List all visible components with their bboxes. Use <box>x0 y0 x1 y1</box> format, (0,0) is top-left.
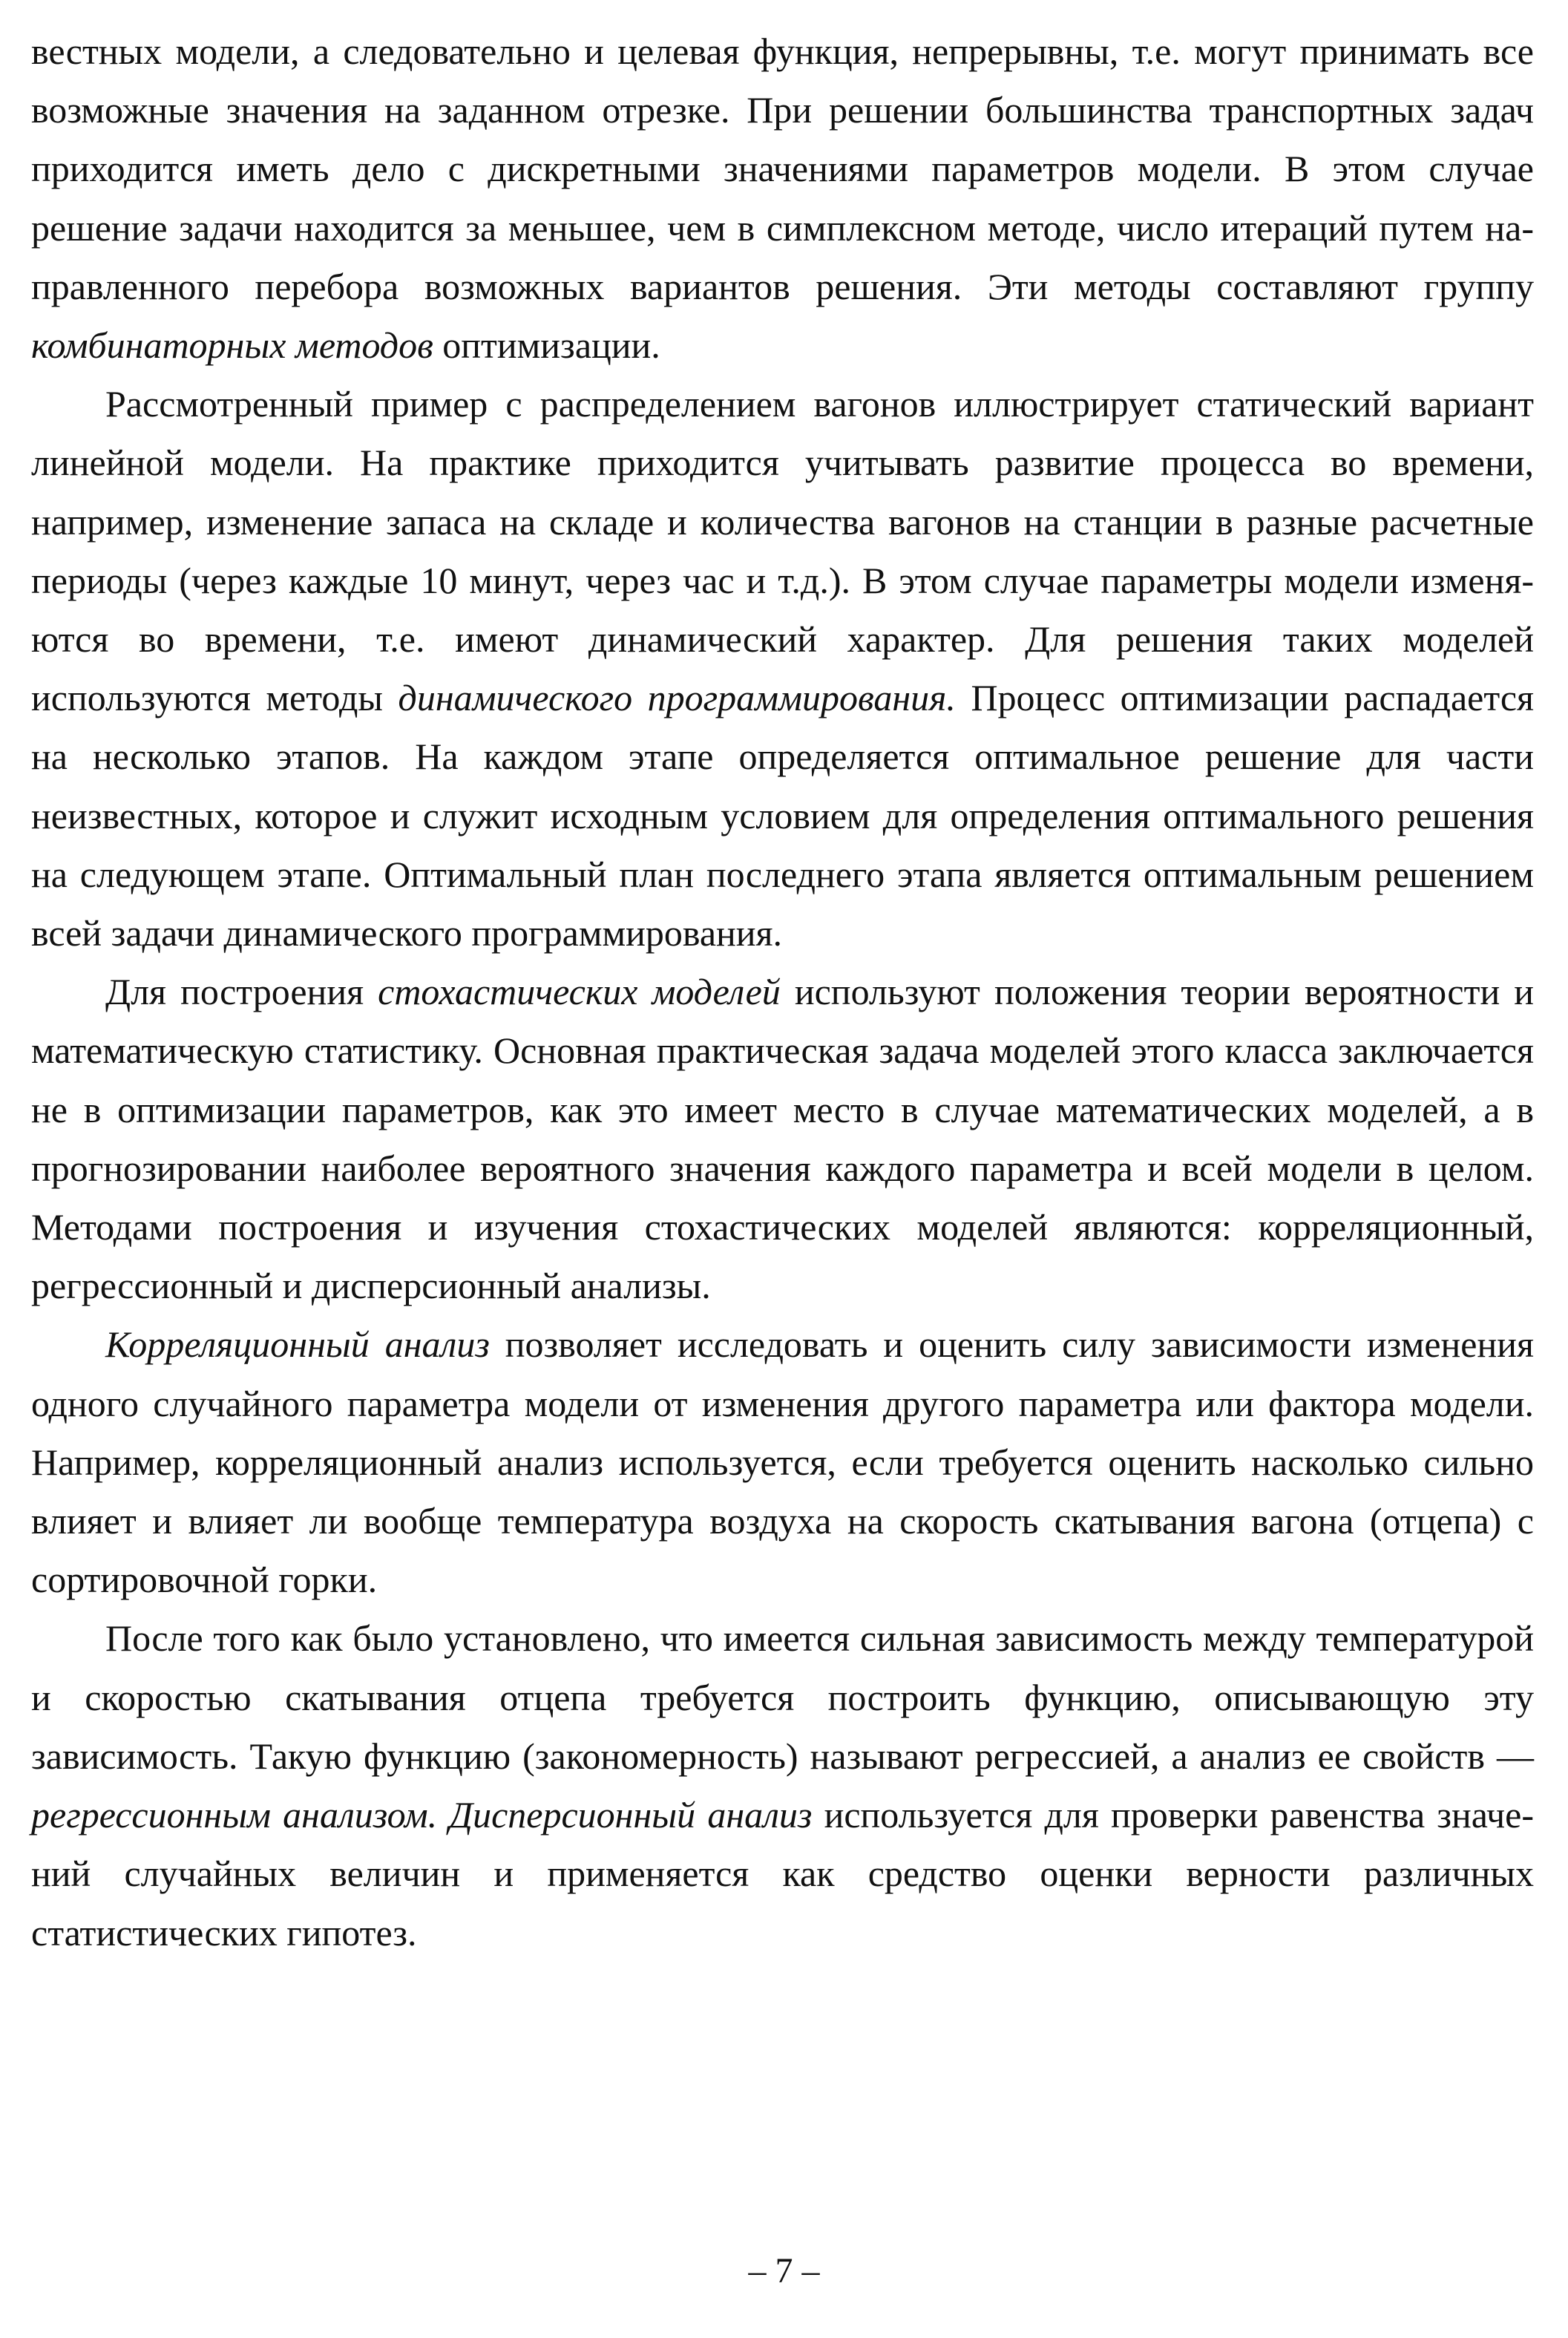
text-run: После того как было установлено, что имеется сильная зависимость между температурой и скоростью скатывания отцепа требуется построить функцию, описывающую эту зависимость. Такую функцию (закономерность) называют регрессией, а анализ ее свойств — <box>31 1617 1534 1777</box>
paragraph <box>31 22 1534 375</box>
text-run: Для построения <box>105 971 378 1013</box>
italic-term: стохастических моделей <box>378 971 781 1013</box>
text-run: Рассмотренный пример с распределением вагонов иллюстрирует статический вариант линейной модели. На практике приходится учитывать развитие процесса во времени, например, изменение запаса на складе и количества вагонов на станции в разные расчетные периоды (через каждые 10 минут, через час и т.д.). В этом случае параметры модели изменяются во времени, т.е. имеют динамический характер. Для решения таких моделей используются методы <box>31 383 1534 719</box>
text-run: используют положения теории вероятности и математическую статистику. Основная практическая задача моделей этого класса заключается не в оптимизации параметров, как это имеет место в случае математических моделей, а в прогнозировании наиболее вероятного значения каждого параметра и всей модели в целом. Методами построения и изучения стохастических моделей являются: корреляционный, регрессионный и дисперсионный анализы. <box>31 971 1534 1307</box>
italic-term: динамического программирования. <box>398 677 956 719</box>
text-run: используется для проверки равенства значений случайных величин и применяется как средство оценки верности различных статистических гипотез. <box>31 1794 1534 1954</box>
paragraph <box>31 963 1534 1315</box>
page-text-body <box>31 22 1534 1962</box>
text-run: оптимизации. <box>433 324 660 367</box>
text-run: позволяет исследовать и оценить силу зависимости изменения одного случайного параметра модели от изменения другого параметра или фактора модели. Например, корреляционный анализ используется, если требуется оценить насколько сильно влияет и влияет ли вообще температура воздуха на скорость скатывания вагона (отцепа) с сортировочной горки. <box>31 1323 1534 1601</box>
page-number: – 7 – <box>748 2251 820 2290</box>
text-run: вестных модели, а следовательно и целевая функция, непрерывны, т.е. могут принимать все возможные значения на заданном отрезке. При решении большинства транспортных задач приходится иметь дело с дискретными значениями параметров модели. В этом случае решение задачи находится за меньшее, чем в симплексном методе, число итераций путем направленного перебора возможных вариантов решения. Эти методы составляют группу <box>31 30 1534 307</box>
italic-term: комбинаторных методов <box>31 324 433 367</box>
italic-term: регрессионным анализом. Дисперсионный анализ <box>31 1794 813 1836</box>
italic-term: Корреляционный анализ <box>105 1323 490 1366</box>
text-run: Процесс оптимизации распадается на несколько этапов. На каждом этапе определяется оптимальное решение для части неизвестных, которое и служит исходным условием для определения оптимального решения на следующем этапе. Оптимальный план последнего этапа является оптимальным решением всей задачи динамического программирования. <box>31 677 1535 954</box>
paragraph <box>31 375 1534 963</box>
paragraph <box>31 1315 1534 1609</box>
paragraph <box>31 1609 1534 1962</box>
